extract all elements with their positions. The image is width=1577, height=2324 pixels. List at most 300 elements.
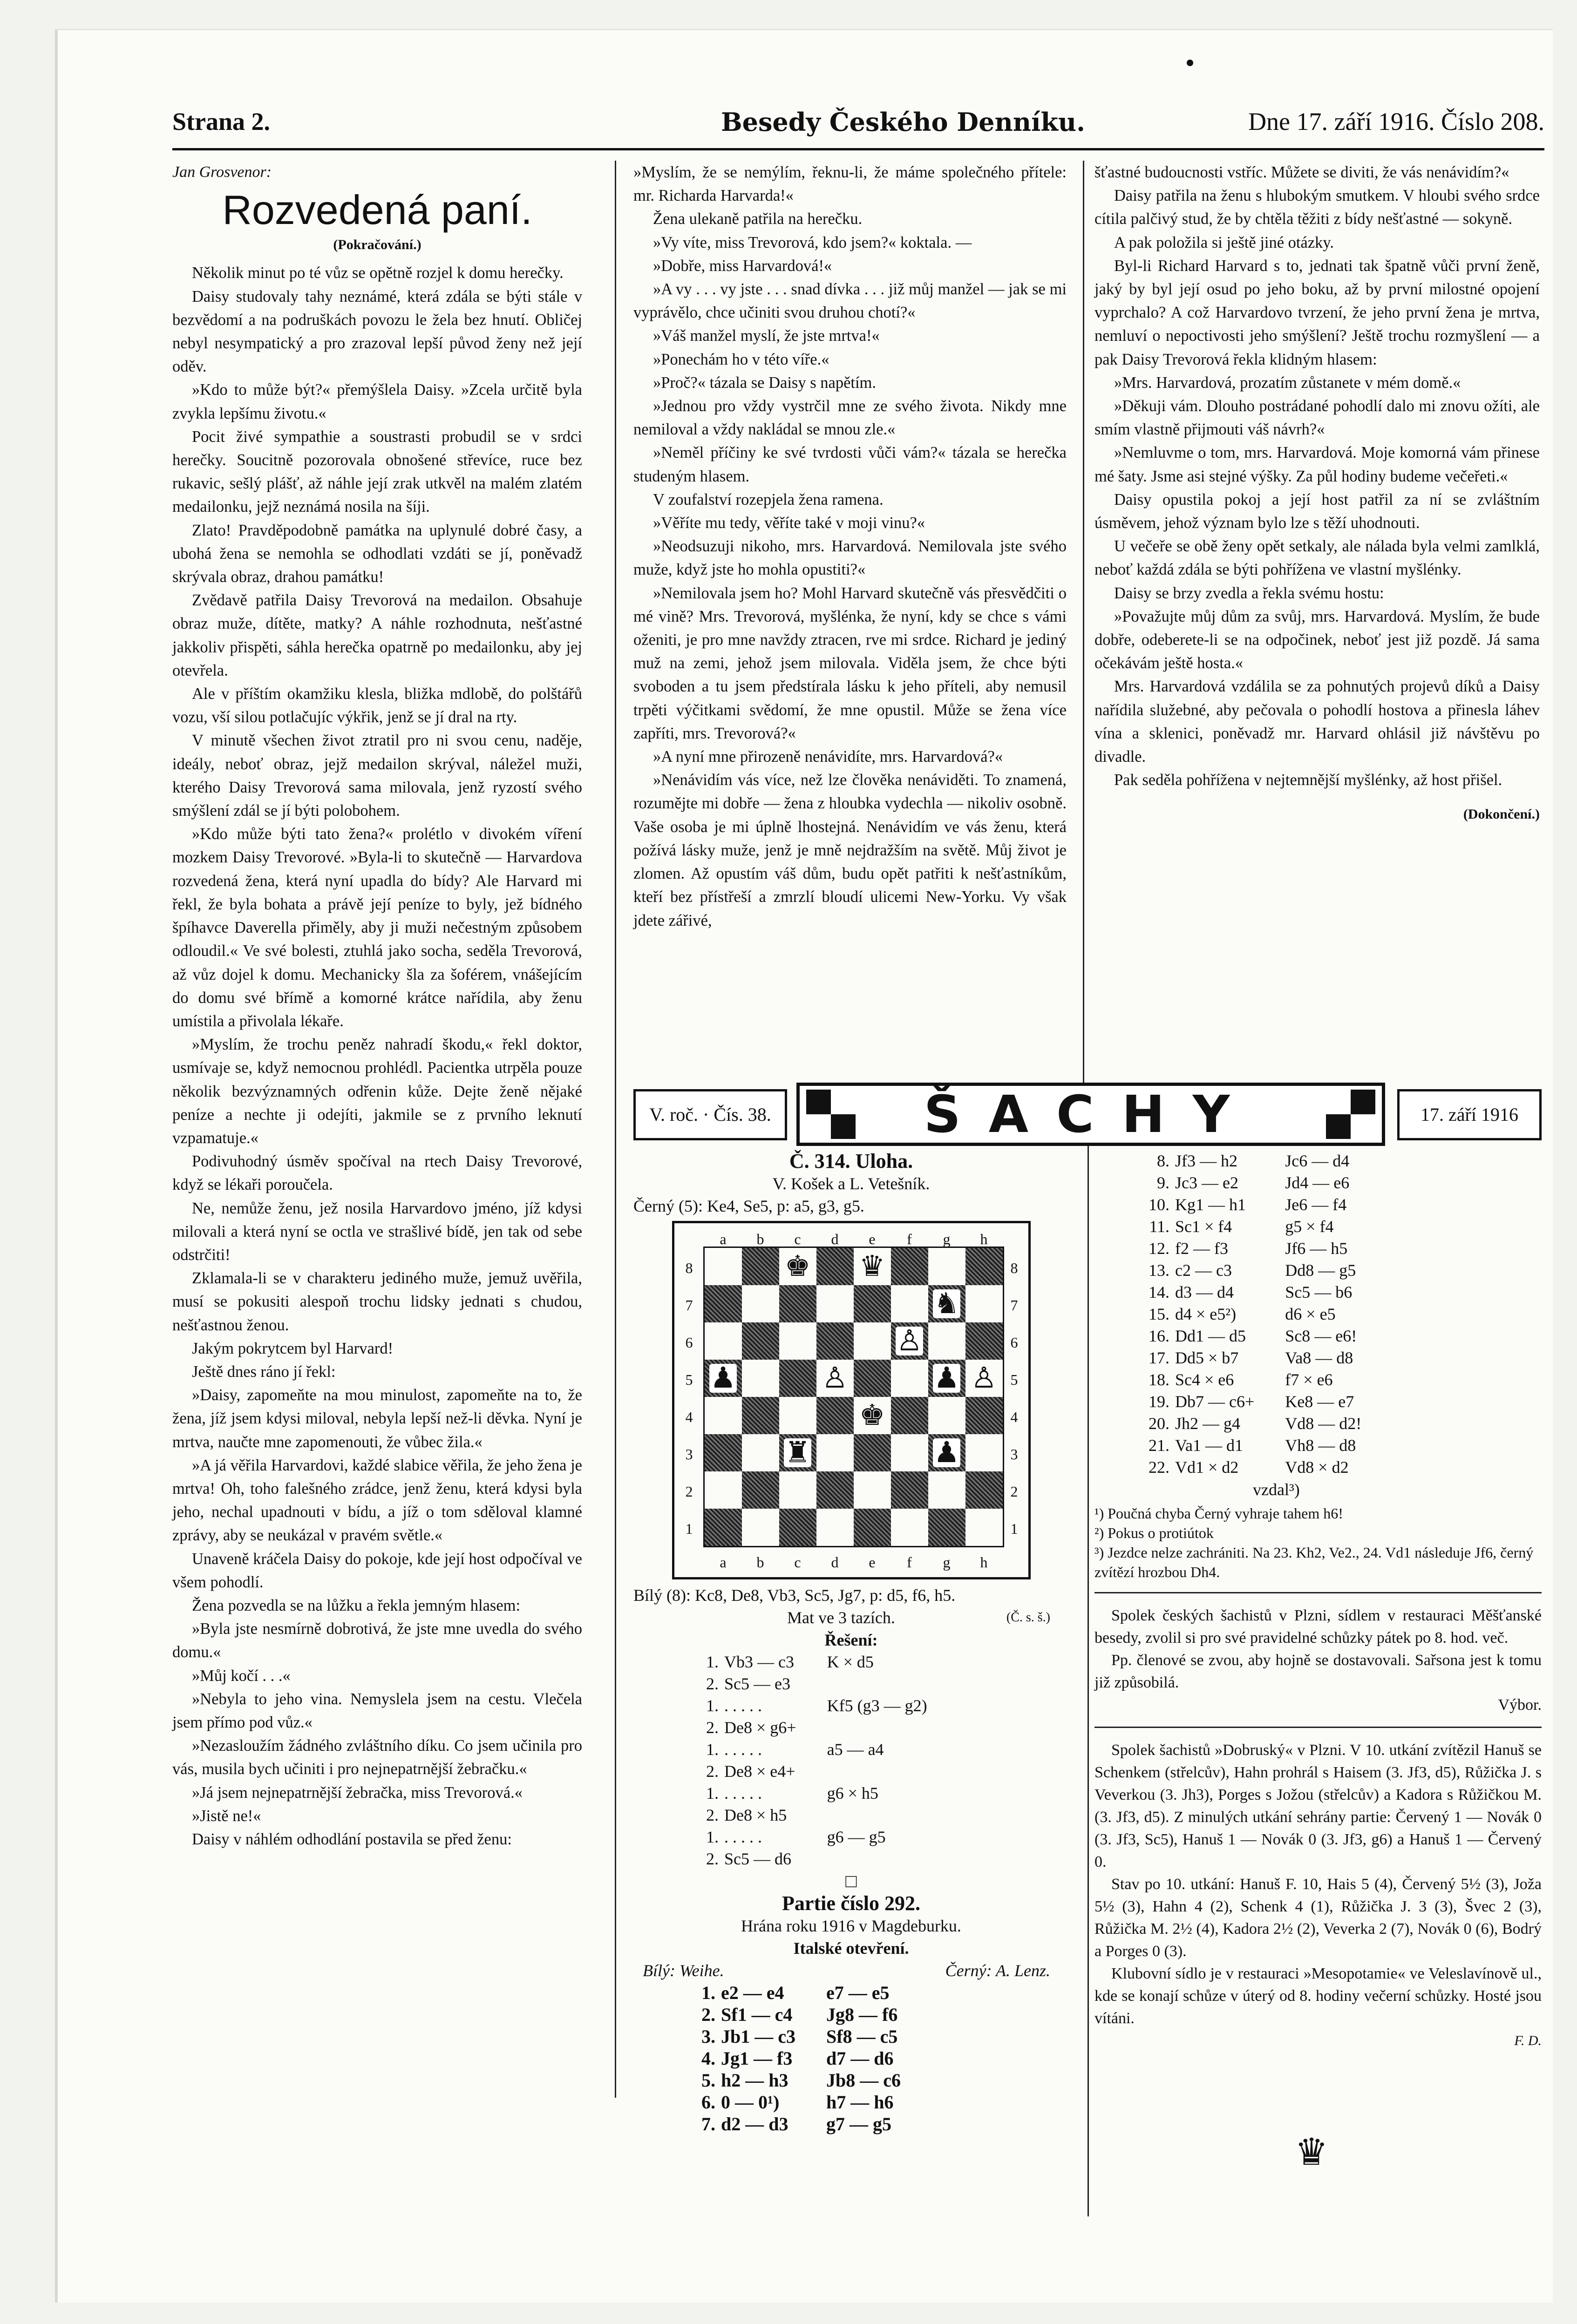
white-move: Jg1 — f3: [721, 2048, 793, 2069]
board-square-b2: [742, 1471, 779, 1509]
solution-title: Řešení:: [824, 1631, 878, 1649]
black-move: d6 × e5: [1285, 1305, 1336, 1323]
rank-label: 4: [685, 1409, 693, 1425]
chess-piece-icon: ♞: [933, 1288, 960, 1320]
white-move: d3 — d4: [1175, 1283, 1234, 1301]
black-move: Jf6 — h5: [1285, 1239, 1348, 1258]
file-label: b: [756, 1231, 764, 1247]
black-move: Vd8 × d2: [1285, 1458, 1349, 1477]
rank-label: 7: [1010, 1297, 1018, 1314]
move-row: [699, 2091, 904, 2113]
move-row: [1146, 1369, 1364, 1391]
black-move: d7 — d6: [826, 2048, 894, 2069]
white-move: . . . . .: [724, 1740, 762, 1759]
club-signature: F. D.: [1514, 2033, 1542, 2048]
story-paragraph: »Mrs. Harvardová, prozatím zůstanete v mém domě.«: [1114, 373, 1461, 392]
black-move: Jd4 — e6: [1285, 1173, 1350, 1192]
page-header: [172, 107, 1544, 140]
white-move: d2 — d3: [721, 2114, 788, 2134]
chess-problem-column: [633, 1150, 1069, 2135]
move-number: 1.: [706, 1653, 719, 1671]
file-label: c: [794, 1231, 801, 1247]
chess-diagram: [672, 1221, 1031, 1579]
board-square-d6: [816, 1322, 854, 1360]
white-move: Sc5 — e3: [724, 1674, 790, 1693]
black-move: Je6 — f4: [1285, 1195, 1347, 1214]
move-number: 1.: [701, 1982, 715, 2003]
move-number: 2.: [706, 1850, 719, 1868]
black-move: g7 — g5: [826, 2114, 891, 2134]
story-paragraph: Unaveně kráčela Daisy do pokoje, kde její host odpočíval ve všem pohodlí.: [172, 1550, 582, 1591]
move-row: [1146, 1216, 1364, 1238]
move-row: [1146, 1347, 1364, 1369]
chess-piece-icon: ♟: [933, 1362, 960, 1394]
story-paragraph: Žena pozvedla se na lůžku a řekla jemným hlasem:: [192, 1596, 521, 1614]
story-paragraph: »Nebyla to jeho vina. Nemyslela jsem na cestu. Vlečela jsem přímo pod vůz.«: [172, 1690, 582, 1731]
story-body: [1094, 161, 1540, 792]
board-square-f5: [891, 1360, 928, 1397]
board-square-a4: [705, 1397, 742, 1434]
board-square-b7: [742, 1285, 779, 1322]
game-note: ¹) Poučná chyba Černý vyhraje tahem h6!: [1094, 1505, 1343, 1522]
white-move: Jf3 — h2: [1175, 1152, 1237, 1170]
chess-king-ornament-icon: ♛: [1295, 2132, 1328, 2173]
story-paragraph: Žena ulekaně patřila na herečku.: [653, 210, 863, 228]
story-paragraph: Mrs. Harvardová vzdálila se za pohnutých projevů díků a Daisy nařídila služebné, aby pečovala o pohodlí hostova a přinesla láhev vína a sklenici, poněvadž mr. Harvard ohlásil již návštěvu po divadle.: [1094, 678, 1540, 766]
game-note: ³) Jezdce nelze zachrániti. Na 23. Kh2, Ve2., 24. Vd1 následuje Jf6, černý zvítězí hrozbou Dh4.: [1094, 1544, 1534, 1580]
story-end-note: (Dokončení.): [1463, 806, 1540, 822]
board-square-g6: [928, 1322, 965, 1360]
story-paragraph: »Věříte mu tedy, věříte také v moji vinu?«: [653, 514, 925, 532]
rank-label: 3: [1010, 1446, 1018, 1463]
chess-piece-icon: ♙: [822, 1362, 848, 1394]
board-square-a7: [705, 1285, 742, 1322]
story-paragraph: V minutě všechen život ztratil pro ni svou cenu, naděje, ideály, neboť obraz, jejž medailon skrýval, náležel muži, kterého Daisy Trevorová sama milovala, jenž ryzostí svého smýšlení zdál se jí býti polobohem.: [172, 732, 582, 820]
chess-board: [703, 1247, 1004, 1547]
board-square-e5: [854, 1360, 891, 1397]
black-move: f7 × e6: [1285, 1370, 1333, 1389]
issue-date: Dne 17. září 1916. Číslo 208.: [1248, 108, 1544, 136]
board-square-h8: [965, 1248, 1003, 1285]
board-square-g1: [928, 1509, 965, 1546]
black-move: Sc5 — b6: [1285, 1283, 1353, 1301]
solution-table: [703, 1651, 930, 1870]
story-paragraph: Jakým pokrytcem byl Harvard!: [192, 1339, 394, 1357]
black-move: [799, 1848, 930, 1870]
rank-label: 3: [685, 1446, 693, 1463]
board-square-a8: [705, 1248, 742, 1285]
solution-row: [703, 1848, 930, 1870]
white-move: f2 — f3: [1175, 1239, 1228, 1258]
rank-label: 8: [1010, 1260, 1018, 1276]
story-paragraph: »Děkuji vám. Dlouho postrádané pohodlí dalo mi znovu ožíti, ale smím vlastně přijmouti váš návrh?«: [1094, 397, 1540, 439]
board-square-a2: [705, 1471, 742, 1509]
move-number: 20.: [1149, 1414, 1169, 1433]
board-square-e8: [854, 1248, 891, 1285]
story-paragraph: Zvědavě patřila Daisy Trevorová na medailon. Obsahuje obraz muže, dítěte, matky? A náhle rozhodnuta, nešťastné jakkoliv přispěti, sáhla herečka opatrně po medailonku, aby jej otevřela.: [172, 591, 582, 679]
board-square-h2: [965, 1471, 1003, 1509]
solution-row: [703, 1695, 930, 1717]
rank-label: 7: [685, 1297, 693, 1314]
chess-piece-icon: ♛: [859, 1251, 885, 1282]
story-paragraph: Několik minut po té vůz se opětně rozjel k domu herečky.: [192, 264, 564, 282]
column-rule: [1083, 161, 1084, 1097]
club-notice-text: Pp. členové se zvou, aby hojně se dostavovali. Sařsona jest k tomu již způsobilá.: [1094, 1652, 1542, 1691]
rank-label: 2: [685, 1483, 693, 1500]
move-number: 2.: [706, 1674, 719, 1693]
story-paragraph: »Kdo to může být?« přemýšlela Daisy. »Zcela určitě byla zvykla lepšímu životu.«: [172, 381, 582, 422]
board-square-g3: [928, 1434, 965, 1471]
file-label: b: [756, 1554, 764, 1571]
black-move: Jg8 — f6: [826, 2004, 898, 2025]
story-paragraph: »Já jsem nejnepatrnější žebračka, miss Trevorová.«: [192, 1783, 523, 1802]
move-number: 1.: [706, 1696, 719, 1715]
club-notice-dobrusky: [1094, 1739, 1542, 2030]
checker-ornament-icon: [806, 1090, 856, 1139]
white-move: e2 — e4: [721, 1982, 784, 2003]
white-move: Sc4 × e6: [1175, 1370, 1234, 1389]
black-move: Vd8 — d2!: [1285, 1414, 1362, 1433]
board-square-h5: [965, 1360, 1003, 1397]
problem-title: Č. 314. Uloha.: [789, 1150, 913, 1172]
board-square-h7: [965, 1285, 1003, 1322]
move-row: [1146, 1391, 1364, 1413]
move-row: [1146, 1435, 1364, 1457]
move-number: 8.: [1157, 1152, 1169, 1170]
board-square-a3: [705, 1434, 742, 1471]
move-row: [1146, 1413, 1364, 1435]
header-rule: [172, 148, 1544, 150]
white-move: De8 × g6+: [724, 1718, 796, 1737]
move-number: 6.: [701, 2092, 715, 2113]
board-square-h1: [965, 1509, 1003, 1546]
move-number: 15.: [1149, 1305, 1169, 1323]
white-move: d4 × e5²): [1175, 1305, 1237, 1323]
black-move: [799, 1717, 930, 1739]
rank-label: 6: [685, 1334, 693, 1351]
story-paragraph: »Nemluvme o tom, mrs. Harvardová. Moje komorná vám přinese mé šaty. Jsme asi stejné výšky. Za půl hodiny budeme večeřeti.«: [1094, 444, 1540, 485]
story-paragraph: U večeře se obě ženy opět setkaly, ale nálada byla velmi zamlklá, neboť každá zdála se býti pohřížena ve vlastní myšlénky.: [1094, 537, 1540, 579]
story-paragraph: Pak seděla pohřížena v nejtemnější myšlénky, až host přišel.: [1114, 771, 1502, 789]
story-paragraph: V zoufalství rozepjela žena ramena.: [653, 490, 884, 508]
white-move: 0 — 0¹): [721, 2092, 780, 2113]
rank-label: 6: [1010, 1334, 1018, 1351]
club-notice-text: Stav po 10. utkání: Hanuš F. 10, Hais 5 (4), Červený 5½ (3), Joža 5½ (3), Hahn 4 (2), Schenk 4 (1), Růžička J. 3 (3), Švec 2 (3), Růžička M. 2½ (4), Kadora 2½ (2), Veverka 2 (7), Novák 0 (6), Bodrý a Porges 0 (3).: [1094, 1876, 1542, 1960]
chess-piece-icon: ♜: [784, 1437, 811, 1469]
story-paragraph: Zklamala-li se v charakteru jediného muže, jemuž uvěřila, musí se pokusiti alespoň trochu lidsky jednati s chudou, nešťastnou ženou.: [172, 1269, 582, 1334]
move-row: [1146, 1194, 1364, 1216]
rank-label: 8: [685, 1260, 693, 1276]
story-paragraph: Daisy studovaly tahy neznámé, která zdála se býti stále v bezvědomí a na podruškách povozu le žela bez hnutí. Obličej nebyl nesympatický a pro zrazoval lepší původ ženy než její oděv.: [172, 287, 582, 376]
game-notes: [1094, 1504, 1542, 1582]
black-move: Ke8 — e7: [1285, 1392, 1354, 1411]
board-square-e4: [854, 1397, 891, 1434]
problem-authors: V. Košek a L. Vetešník.: [772, 1174, 930, 1193]
paper-name: Besedy Českého Denníku.: [721, 107, 1085, 137]
move-number: 5.: [701, 2070, 715, 2091]
story-subtitle: (Pokračování.): [333, 237, 421, 253]
black-move: Jb8 — c6: [826, 2070, 901, 2091]
white-move: . . . . .: [724, 1784, 762, 1802]
story-paragraph: »A já věřila Harvardovi, každé slabice věřila, že jeho žena je mrtva! Oh, toho falešného zrádce, jenž ženu, která kdysi byla jeho, nechal upadnouti v bídu, a jíž o tom sděloval klamné zprávy, aby se neukázal v pravém světle.«: [172, 1456, 582, 1545]
story-paragraph: »Nemilovala jsem ho? Mohl Harvard skutečně vás přesvědčiti o mé vině? Mrs. Trevorová, myšlénka, že nyní, kdy se chce s vámi oženiti, je pro mne navždy ztracen, rve mi srdce. Richard je jediný muž na zemi, jehož jsem milovala. Viděla jsem, že chce býti svoboden a tu jsem předstírala lásku k jeho příteli, aby nemusil trpěti výčitkami svědomí, že mne opustil. Může se žena více zapříti, mrs. Trevorová?«: [633, 584, 1067, 742]
story-paragraph: »Daisy, zapomeňte na mou minulost, zapomeňte na to, že žena, jíž jsem kdysi miloval, nebyla lepší než-li děvka. Nyní je mrtva, naučte mne zapomenouti, že vůbec žila.«: [172, 1386, 582, 1451]
board-square-g7: [928, 1285, 965, 1322]
move-number: 2.: [706, 1806, 719, 1824]
chess-piece-icon: ♙: [971, 1362, 997, 1394]
chess-date-label: 17. září 1916: [1397, 1089, 1542, 1140]
mate-condition: Mat ve 3 tazích.: [787, 1608, 895, 1627]
black-move: Dd8 — g5: [1285, 1261, 1356, 1280]
chess-piece-icon: ♟: [933, 1437, 960, 1469]
move-number: 4.: [701, 2048, 715, 2069]
checker-ornament-icon: [1326, 1090, 1375, 1139]
black-pieces: Černý (5): Ke4, Se5, p: a5, g3, g5.: [633, 1197, 864, 1215]
move-number: 2.: [706, 1718, 719, 1737]
story-paragraph: »Nezasloužím žádného zvláštního díku. Co jsem učinila pro vás, musila bych učiniti i pro nejnepatrnější žebračku.«: [172, 1737, 582, 1778]
story-paragraph: »Neměl příčiny ke své tvrdosti vůči vám?« tázala se herečka studeným hlasem.: [633, 444, 1067, 485]
move-row: [1146, 1281, 1364, 1303]
move-row: [699, 1982, 904, 2004]
chess-piece-icon: ♙: [896, 1325, 923, 1357]
rank-label: 4: [1010, 1409, 1018, 1425]
rank-label: 5: [685, 1371, 693, 1388]
rank-label: 5: [1010, 1371, 1018, 1388]
black-move: Sf8 — c5: [826, 2026, 898, 2047]
board-square-h6: [965, 1322, 1003, 1360]
board-square-h4: [965, 1397, 1003, 1434]
black-move: e7 — e5: [826, 1982, 890, 2003]
white-player: Bílý: Weihe.: [643, 1961, 724, 1980]
story-column-2: [633, 161, 1067, 932]
story-paragraph: »Dobře, miss Harvardová!«: [653, 257, 832, 275]
white-move: c2 — c3: [1175, 1261, 1232, 1280]
move-number: 16.: [1149, 1327, 1169, 1345]
white-move: Db7 — c6+: [1175, 1392, 1255, 1411]
black-move: a5 — a4: [827, 1740, 884, 1759]
white-move: Vd1 × d2: [1175, 1458, 1239, 1477]
story-paragraph: Daisy opustila pokoj a její host patřil za ní se zvláštním úsměvem, jehož význam bylo lze s těží uhodnouti.: [1094, 490, 1540, 532]
board-square-d1: [816, 1509, 854, 1546]
black-move: h7 — h6: [826, 2092, 894, 2113]
story-title: Rozvedená paní.: [222, 187, 532, 233]
solution-row: [703, 1651, 930, 1673]
move-row: [699, 2069, 904, 2091]
column-rule: [1088, 1145, 1089, 2216]
white-move: Sc5 — d6: [724, 1850, 791, 1868]
story-column-1: [172, 161, 582, 1851]
move-row: [699, 2047, 904, 2069]
board-square-g2: [928, 1471, 965, 1509]
move-number: 11.: [1149, 1217, 1169, 1236]
move-row: [1146, 1457, 1364, 1478]
file-label: h: [980, 1554, 988, 1571]
board-square-f7: [891, 1285, 928, 1322]
club-signature: Výbor.: [1498, 1696, 1542, 1714]
move-row: [1146, 1325, 1364, 1347]
move-number: 17.: [1149, 1348, 1169, 1367]
move-number: 9.: [1157, 1173, 1169, 1192]
story-paragraph: Byl-li Richard Harvard s to, jednati tak špatně vůči první ženě, jaký by byl její osud po jeho boku, až by první milostné opojení vyprchalo? A což Harvardovo tvrzení, že jeho první žena je mrtva, nemluví o nepoctivosti jeho smýšlení? Ještě trochu rozmyšlení — a pak Daisy Trevorová řekla klidným hlasem:: [1094, 257, 1540, 368]
game-note: ²) Pokus o protiútok: [1094, 1524, 1214, 1541]
game-place: Hrána roku 1916 v Magdeburku.: [741, 1917, 961, 1935]
white-move: Vb3 — c3: [724, 1653, 794, 1671]
board-square-d3: [816, 1434, 854, 1471]
solution-row: [703, 1739, 930, 1761]
black-move: K × d5: [827, 1653, 874, 1671]
story-paragraph: A pak položila si ještě jiné otázky.: [1114, 233, 1334, 251]
board-square-c1: [779, 1509, 816, 1546]
move-number: 22.: [1149, 1458, 1169, 1477]
page-number: Strana 2.: [172, 108, 271, 136]
file-label: d: [831, 1554, 839, 1571]
move-number: 10.: [1149, 1195, 1169, 1214]
board-square-f3: [891, 1434, 928, 1471]
story-paragraph: »Váš manžel myslí, že jste mrtva!«: [653, 327, 880, 345]
chess-piece-icon: ♚: [859, 1400, 885, 1431]
solution-row: [703, 1761, 930, 1782]
board-square-b5: [742, 1360, 779, 1397]
move-number: 3.: [701, 2026, 715, 2047]
black-move: Sc8 — e6!: [1285, 1327, 1357, 1345]
rank-label: 2: [1010, 1483, 1018, 1500]
white-move: Jb1 — c3: [721, 2026, 795, 2047]
board-square-c5: [779, 1360, 816, 1397]
chess-game-column: [1094, 1150, 1542, 2052]
white-move: Sc1 × f4: [1175, 1217, 1232, 1236]
board-square-e6: [854, 1322, 891, 1360]
game-moves-continued: [1146, 1150, 1364, 1478]
white-move: De8 × h5: [724, 1806, 787, 1824]
story-paragraph: »Vy víte, miss Trevorová, kdo jsem?« koktala. —: [653, 233, 972, 251]
story-paragraph: »Neodsuzuji nikoho, mrs. Harvardová. Nemilovala jste svého muže, když jste ho mohla opustiti?«: [633, 537, 1067, 579]
board-square-c6: [779, 1322, 816, 1360]
white-move: . . . . .: [724, 1696, 762, 1715]
file-label: a: [720, 1231, 727, 1247]
story-paragraph: Zlato! Pravděpodobně památka na uplynulé dobré časy, a ubohá žena se nemohla se odhodlati vzdáti se jí, poněvadž skrývala obraz, drahou památku!: [172, 521, 582, 586]
rank-label: 1: [1010, 1520, 1018, 1537]
story-paragraph: »Kdo může býti tato žena?« prolétlo v divokém víření mozkem Daisy Trevorové. »Byla-li to skutečně — Harvardova rozvedená žena, která nyní upadla do bídy? Ale Harvard mi řekl, že byla bohata a právě její peníze to byly, jež bídného špíhavce Daverella přiměly, aby ji muži nečestným způsobem odloudil.« Ve své bolesti, ztuhlá jako socha, seděla Trevorová, až vůz dojel k domu. Mechanicky šla za šoférem, vnášejícím do domu své břímě a komorné krátce nařídila, aby ženu umístila a přivolala lékaře.: [172, 825, 582, 1030]
board-square-d8: [816, 1248, 854, 1285]
file-label: c: [794, 1554, 801, 1571]
story-paragraph: »Ponechám ho v této víře.«: [653, 350, 829, 368]
black-move: g6 — g5: [827, 1828, 886, 1846]
story-body: [633, 161, 1067, 932]
white-move: Kg1 — h1: [1175, 1195, 1246, 1214]
move-number: 1.: [706, 1740, 719, 1759]
file-label: h: [980, 1231, 988, 1247]
black-move: [799, 1761, 930, 1782]
game-title: Partie číslo 292.: [782, 1892, 920, 1915]
board-square-f2: [891, 1471, 928, 1509]
ink-dot: [1187, 60, 1193, 66]
move-number: 2.: [706, 1762, 719, 1781]
problem-source: (Č. s. š.): [1006, 1610, 1050, 1625]
story-paragraph: Ještě dnes ráno jí řekl:: [192, 1362, 336, 1381]
board-square-b1: [742, 1509, 779, 1546]
story-paragraph: šťastné budoucnosti vstříc. Můžete se diviti, že vás nenávidím?«: [1094, 163, 1509, 181]
story-body: [172, 261, 582, 1851]
board-square-b8: [742, 1248, 779, 1285]
board-square-d7: [816, 1285, 854, 1322]
board-square-b3: [742, 1434, 779, 1471]
white-move: Dd5 × b7: [1175, 1348, 1239, 1367]
move-number: 18.: [1149, 1370, 1169, 1389]
move-number: 1.: [706, 1828, 719, 1846]
story-paragraph: »Nenávidím vás více, než lze člověka nenáviděti. To znamená, rozumějte mi dobře — žena z hloubka vydechla — nikoliv osobně. Vaše osoba je mi úplně lhostejná. Nenávidím ve vás ženu, která požívá lásky muže, jenž je mně nejdražším na světě. Můj život je zlomen. Až opustím váš dům, budu opět patřiti k nešťastníkům, kteří bez přístřeší a zmrzlí bloudí ulicemi New-Yorku. Vy však jdete zářivé,: [633, 771, 1067, 929]
story-paragraph: »Proč?« tázala se Daisy s napětím.: [653, 373, 877, 392]
solution-row: [703, 1782, 930, 1804]
board-square-h3: [965, 1434, 1003, 1471]
story-paragraph: »Jednou pro vždy vystrčil mne ze svého života. Nikdy mne nemiloval a vždy nakládal se mnou zle.«: [633, 397, 1067, 439]
story-paragraph: Daisy patřila na ženu s hlubokým smutkem. V hloubi svého srdce cítila palčivý stud, že by chtěla těžiti z bídy nešťastné — sokyně.: [1094, 187, 1540, 228]
story-paragraph: »A vy . . . vy jste . . . snad dívka . . . již můj manžel — jak se mi vyprávělo, chce učiniti svou druhou chotí?«: [633, 280, 1067, 322]
white-move: h2 — h3: [721, 2070, 788, 2091]
move-number: 14.: [1149, 1283, 1169, 1301]
story-paragraph: »Považujte můj dům za svůj, mrs. Harvardová. Myslím, že bude dobře, odeberete-li se na odpočinek, neboť jest již pozdě. Já sama očekávám ještě hosta.«: [1094, 607, 1540, 672]
move-row: [1146, 1150, 1364, 1172]
black-move: Jc6 — d4: [1285, 1152, 1350, 1170]
section-rule: [1094, 1727, 1542, 1728]
white-move: Dd1 — d5: [1175, 1327, 1246, 1345]
white-move: Jh2 — g4: [1175, 1414, 1241, 1433]
board-square-f8: [891, 1248, 928, 1285]
board-square-e1: [854, 1509, 891, 1546]
black-move: [799, 1804, 930, 1826]
board-square-c2: [779, 1471, 816, 1509]
file-label: d: [831, 1231, 839, 1247]
story-paragraph: »A nyní mne přirozeně nenávidíte, mrs. Harvardová?«: [653, 748, 1003, 766]
board-square-c4: [779, 1397, 816, 1434]
story-paragraph: Ne, nemůže ženu, jež nosila Harvardovo jméno, jíž kdysi milovali a která nyní se octla ve strašlivé bídě, jen tak od sebe odstrčiti!: [172, 1199, 582, 1264]
story-column-3: [1094, 161, 1540, 827]
move-number: 21.: [1149, 1436, 1169, 1455]
move-row: [1146, 1172, 1364, 1194]
move-row: [699, 2004, 904, 2026]
move-row: [1146, 1238, 1364, 1260]
move-row: [699, 2026, 904, 2047]
chess-piece-icon: ♚: [784, 1251, 811, 1282]
board-square-b4: [742, 1397, 779, 1434]
white-move: Va1 — d1: [1175, 1436, 1243, 1455]
file-label: f: [907, 1554, 912, 1571]
move-number: 13.: [1149, 1261, 1169, 1280]
black-move: g6 × h5: [827, 1784, 878, 1802]
board-square-e7: [854, 1285, 891, 1322]
move-number: 19.: [1149, 1392, 1169, 1411]
board-square-d2: [816, 1471, 854, 1509]
board-square-e3: [854, 1434, 891, 1471]
move-row: [1146, 1260, 1364, 1281]
file-label: g: [943, 1231, 951, 1247]
board-square-d4: [816, 1397, 854, 1434]
solution-row: [703, 1673, 930, 1695]
black-move: Va8 — d8: [1285, 1348, 1353, 1367]
board-square-a1: [705, 1509, 742, 1546]
board-square-g5: [928, 1360, 965, 1397]
board-square-c3: [779, 1434, 816, 1471]
rank-label: 1: [685, 1520, 693, 1537]
story-paragraph: Ale v příštím okamžiku klesla, bližka mdlobě, do polštářů vozu, vší silou potlačujíc výkřik, jenž se jí dral na rty.: [172, 685, 582, 726]
board-square-d5: [816, 1360, 854, 1397]
chess-section-title: ŠACHY: [924, 1084, 1258, 1144]
white-pieces: Bílý (8): Kc8, De8, Vb3, Sc5, Jg7, p: d5, f6, h5.: [633, 1586, 956, 1605]
story-paragraph: Daisy se brzy zvedla a řekla svému hostu:: [1114, 584, 1384, 602]
board-square-c7: [779, 1285, 816, 1322]
story-paragraph: »Jistě ne!«: [192, 1807, 261, 1825]
chess-banner: [633, 1083, 1542, 1143]
white-move: Sf1 — c4: [721, 2004, 793, 2025]
